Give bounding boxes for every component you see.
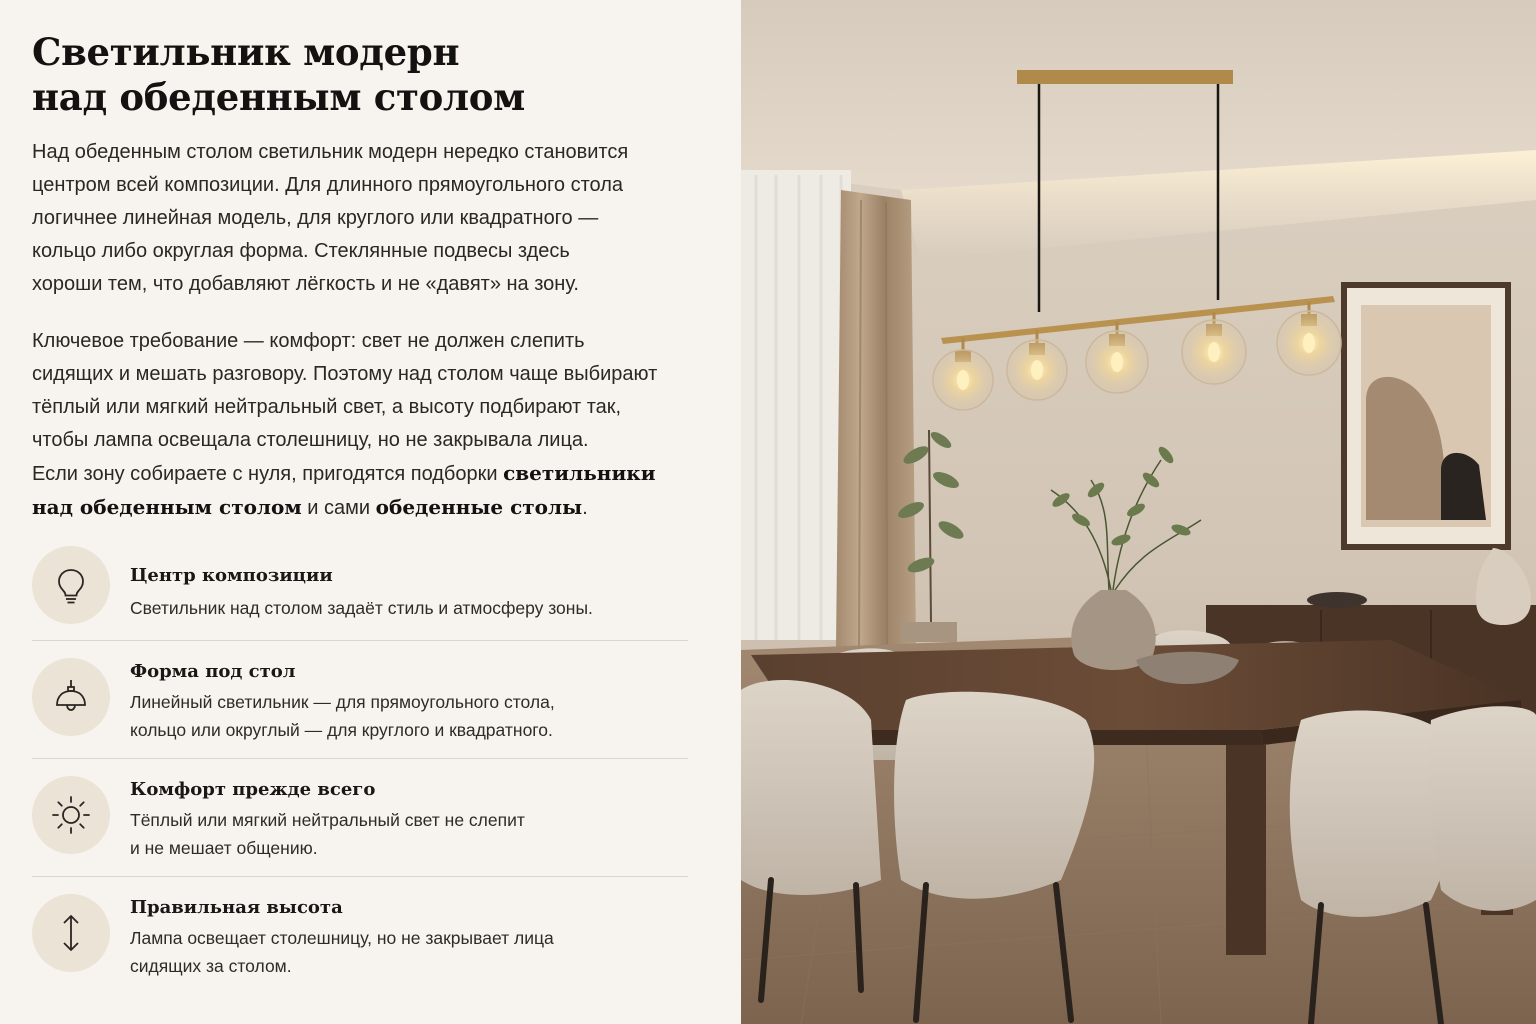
feature-description: Лампа освещает столешницу, но не закрывает лица сидящих за столом. [130, 928, 554, 976]
feature-title: Комфорт прежде всего [130, 779, 376, 800]
divider [32, 876, 688, 877]
pendant-lamp-icon [51, 677, 91, 717]
intro-paragraph: Над обеденным столом светильник модерн нередко становится центром всей композиции. Для длинного прямоугольного стола логичнее линейная модель, для круглого или квадратного — кольцо либо округлая форма. Стеклянные подвесы здесь хороши тем, что добавляют лёгкость и не «давят» на зону. [32, 141, 629, 295]
feature-description: Линейный светильник — для прямоугольного стола, кольцо или округлый — для круглого и квадратного. [130, 692, 555, 740]
icon-circle [32, 546, 110, 624]
text-panel [0, 0, 741, 1024]
feature-description: Светильник над столом задаёт стиль и атмосферу зоны. [130, 598, 593, 618]
comfort-paragraph: Ключевое требование — комфорт: свет не должен слепить сидящих и мешать разговору. Поэтому над столом чаще выбирают тёплый или мягкий нейтральный свет, а высоту подбирают так, чтобы лампа освещала столешницу, но не закрывала лица. Если зону собираете с нуля, пригодятся подборки светильники над обеденным столом и сами обеденные столы. [32, 330, 658, 519]
icon-circle [32, 894, 110, 972]
sun-icon [51, 795, 91, 835]
dining-room-photo [741, 0, 1536, 1024]
link-dining-lights-cont[interactable]: над обеденным столом [32, 495, 302, 519]
icon-circle [32, 776, 110, 854]
feature-title: Правильная высота [130, 897, 343, 918]
divider [32, 758, 688, 759]
vertical-arrows-icon [51, 913, 91, 953]
icon-circle [32, 658, 110, 736]
page-title: Светильник модерн над обеденным столом [32, 30, 526, 119]
link-dining-lights[interactable]: светильники [503, 461, 656, 485]
dining-room-illustration [741, 0, 1536, 1024]
feature-title: Форма под стол [130, 661, 296, 682]
divider [32, 640, 688, 641]
feature-description: Тёплый или мягкий нейтральный свет не слепит и не мешает общению. [130, 810, 525, 858]
feature-title: Центр композиции [130, 565, 333, 586]
lightbulb-icon [51, 565, 91, 605]
link-dining-tables[interactable]: обеденные столы [375, 495, 583, 519]
